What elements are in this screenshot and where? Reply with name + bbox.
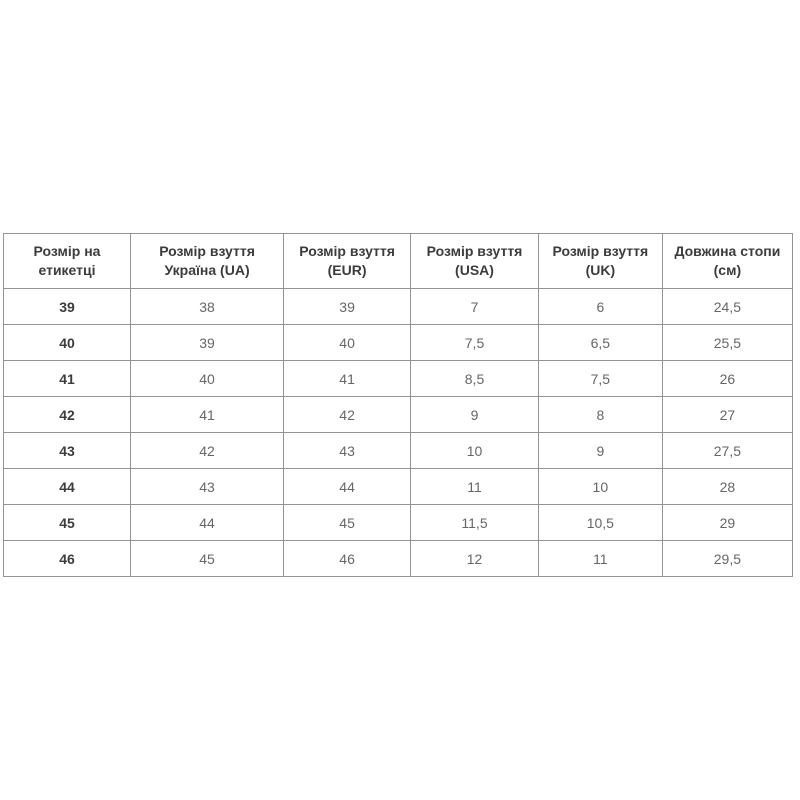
table-cell: 11,5 <box>411 505 539 541</box>
table-cell: 12 <box>411 541 539 577</box>
table-row <box>4 433 793 469</box>
label-cell: 43 <box>4 433 131 469</box>
label-cell: 41 <box>4 361 131 397</box>
table-cell: 6 <box>538 289 662 325</box>
label-cell: 40 <box>4 325 131 361</box>
table-cell: 7,5 <box>411 325 539 361</box>
table-cell: 8,5 <box>411 361 539 397</box>
table-row <box>4 505 793 541</box>
table-row <box>4 325 793 361</box>
table-cell: 45 <box>131 541 284 577</box>
table-cell: 26 <box>662 361 792 397</box>
table-cell: 41 <box>284 361 411 397</box>
table-cell: 42 <box>131 433 284 469</box>
table-cell: 43 <box>284 433 411 469</box>
table-cell: 44 <box>131 505 284 541</box>
table-cell: 7 <box>411 289 539 325</box>
column-header: Розмір на етикетці <box>4 234 131 289</box>
table-cell: 9 <box>411 397 539 433</box>
table-cell: 39 <box>284 289 411 325</box>
table-cell: 44 <box>284 469 411 505</box>
table-cell: 10,5 <box>538 505 662 541</box>
table-cell: 25,5 <box>662 325 792 361</box>
label-cell: 44 <box>4 469 131 505</box>
table-cell: 11 <box>411 469 539 505</box>
column-header: Розмір взуття (EUR) <box>284 234 411 289</box>
table-cell: 27,5 <box>662 433 792 469</box>
column-header: Довжина стопи (см) <box>662 234 792 289</box>
table-cell: 7,5 <box>538 361 662 397</box>
label-cell: 46 <box>4 541 131 577</box>
table-cell: 29,5 <box>662 541 792 577</box>
table-body <box>4 289 793 577</box>
table-row <box>4 541 793 577</box>
table-cell: 40 <box>284 325 411 361</box>
table-cell: 46 <box>284 541 411 577</box>
table-cell: 38 <box>131 289 284 325</box>
table-cell: 39 <box>131 325 284 361</box>
label-cell: 39 <box>4 289 131 325</box>
table-cell: 8 <box>538 397 662 433</box>
table-row <box>4 397 793 433</box>
column-header: Розмір взуття (UK) <box>538 234 662 289</box>
table-cell: 27 <box>662 397 792 433</box>
table-cell: 45 <box>284 505 411 541</box>
table-cell: 6,5 <box>538 325 662 361</box>
table-cell: 29 <box>662 505 792 541</box>
table-cell: 10 <box>538 469 662 505</box>
table-row <box>4 469 793 505</box>
table-row <box>4 361 793 397</box>
table-cell: 40 <box>131 361 284 397</box>
table-row <box>4 289 793 325</box>
column-header: Розмір взуття Україна (UA) <box>131 234 284 289</box>
table-header-row <box>4 234 793 289</box>
table-cell: 28 <box>662 469 792 505</box>
table-cell: 11 <box>538 541 662 577</box>
table-head <box>4 234 793 289</box>
table-cell: 41 <box>131 397 284 433</box>
table-cell: 43 <box>131 469 284 505</box>
table-cell: 42 <box>284 397 411 433</box>
table-cell: 9 <box>538 433 662 469</box>
column-header: Розмір взуття (USA) <box>411 234 539 289</box>
shoe-size-conversion-table <box>3 233 793 577</box>
label-cell: 45 <box>4 505 131 541</box>
label-cell: 42 <box>4 397 131 433</box>
table-cell: 10 <box>411 433 539 469</box>
table-cell: 24,5 <box>662 289 792 325</box>
